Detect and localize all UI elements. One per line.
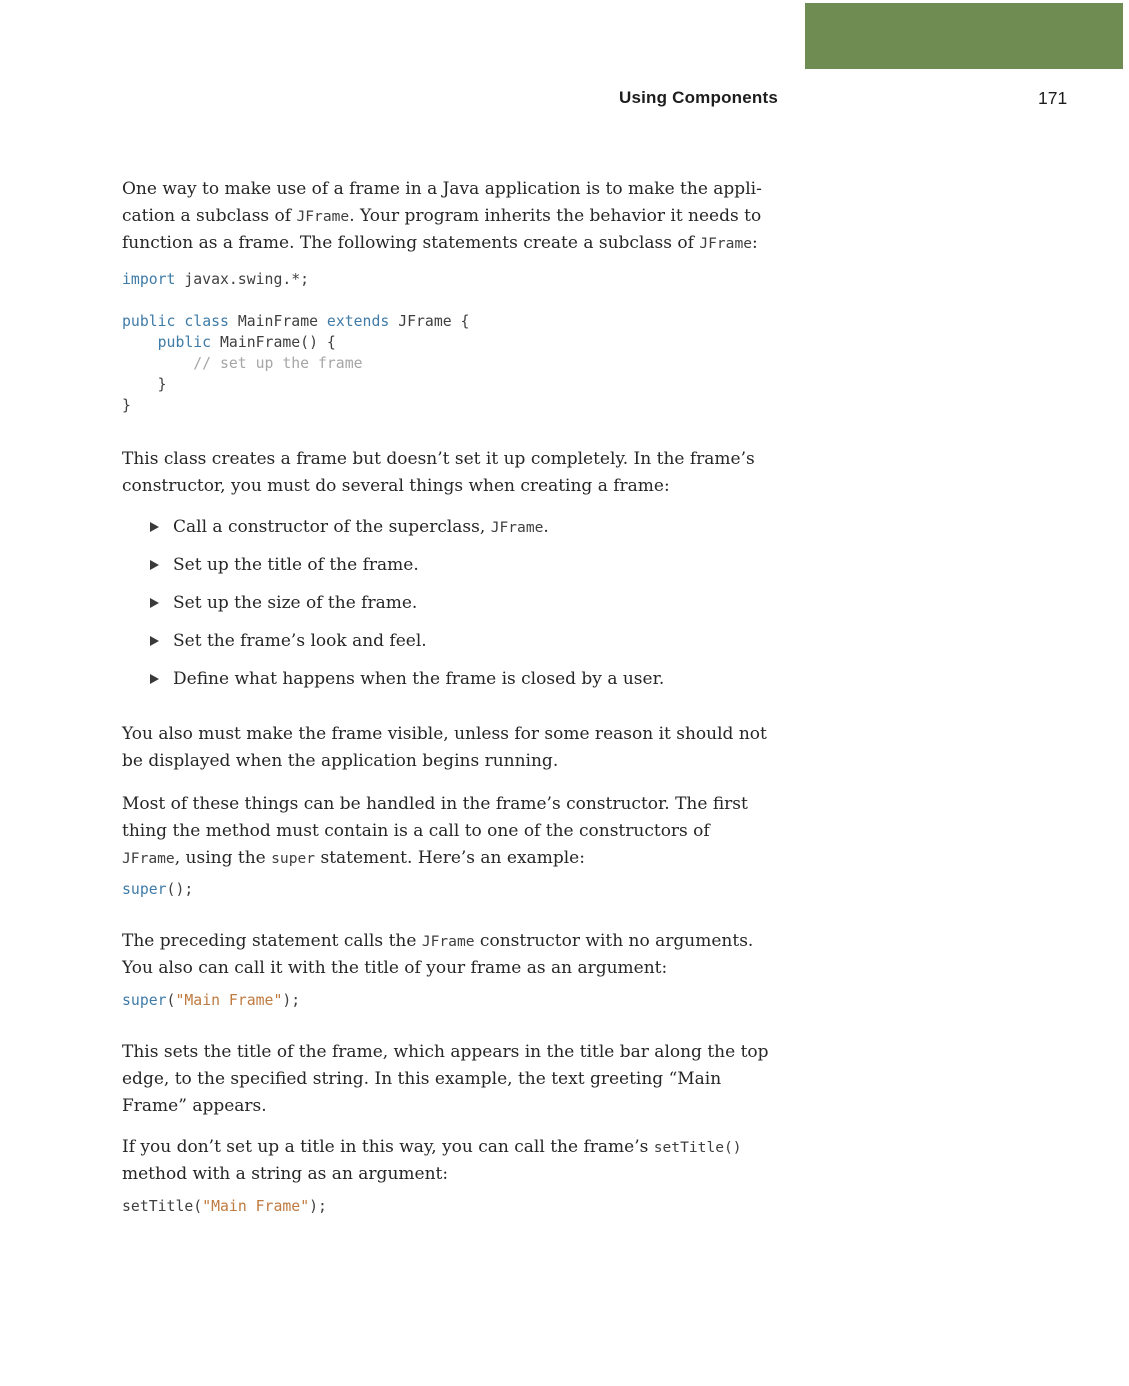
list-item-text: Call a constructor of the superclass, JFrame. — [173, 517, 549, 537]
inline-code: setTitle() — [653, 1139, 742, 1156]
paragraph-intro: One way to make use of a frame in a Java application is to make the appli- cation a subclass of JFrame. Your program inherits the behavior it needs to function as a frame. The following statements create a subclass of JFrame: — [122, 179, 762, 253]
paragraph-preceding-statement: The preceding statement calls the JFrame constructor with no arguments. You also can call it with the title of your frame as an argument: — [122, 931, 754, 978]
inline-code: JFrame — [699, 235, 753, 252]
paragraph-class-creates: This class creates a frame but doesn’t set it up completely. In the frame’s constructor, you must do several things when creating a frame: — [122, 449, 755, 496]
inline-code: JFrame — [490, 519, 544, 536]
code-block-super-title: super("Main Frame"); — [122, 992, 301, 1009]
page-number: 171 — [1038, 88, 1068, 108]
code-block-super: super(); — [122, 881, 194, 898]
list-item-text: Set the frame’s look and feel. — [173, 631, 427, 651]
list-item — [150, 552, 812, 579]
list-item — [150, 666, 812, 693]
inline-code: JFrame — [122, 850, 175, 867]
list-item — [150, 590, 812, 617]
list-item-text: Define what happens when the frame is closed by a user. — [173, 669, 665, 689]
list-item — [150, 514, 812, 541]
code-block-mainframe-class: import javax.swing.*; public class MainFrame extends JFrame { public MainFrame() { // set up the frame } } — [122, 271, 470, 414]
running-header-title: Using Components — [618, 88, 778, 107]
list-item — [150, 628, 812, 655]
inline-code: super — [271, 850, 316, 867]
bullet-triangle-icon — [150, 674, 159, 684]
chapter-color-tab — [805, 3, 1123, 69]
paragraph-visible: You also must make the frame visible, unless for some reason it should not be displayed when the application begins running. — [122, 724, 767, 771]
list-item-text: Set up the title of the frame. — [173, 555, 419, 575]
bullet-triangle-icon — [150, 598, 159, 608]
paragraph-sets-title: This sets the title of the frame, which appears in the title bar along the top edge, to the specified string. In this example, the text greeting “Main Frame” appears. — [122, 1042, 769, 1116]
bullet-triangle-icon — [150, 560, 159, 570]
bullet-triangle-icon — [150, 522, 159, 532]
paragraph-settitle-method: If you don’t set up a title in this way, you can call the frame’s setTitle() method with a string as an argument: — [122, 1137, 742, 1184]
paragraph-constructor: Most of these things can be handled in the frame’s constructor. The first thing the method must contain is a call to one of the constructors of JFrame, using the super statement. Here’s an example: — [122, 794, 748, 868]
list-item-text: Set up the size of the frame. — [173, 593, 418, 613]
inline-code: JFrame — [296, 208, 350, 225]
bullet-triangle-icon — [150, 636, 159, 646]
page-content — [122, 176, 812, 1217]
frame-setup-bullet-list — [122, 514, 812, 693]
code-block-settitle: setTitle("Main Frame"); — [122, 1198, 327, 1215]
inline-code: JFrame — [421, 933, 475, 950]
